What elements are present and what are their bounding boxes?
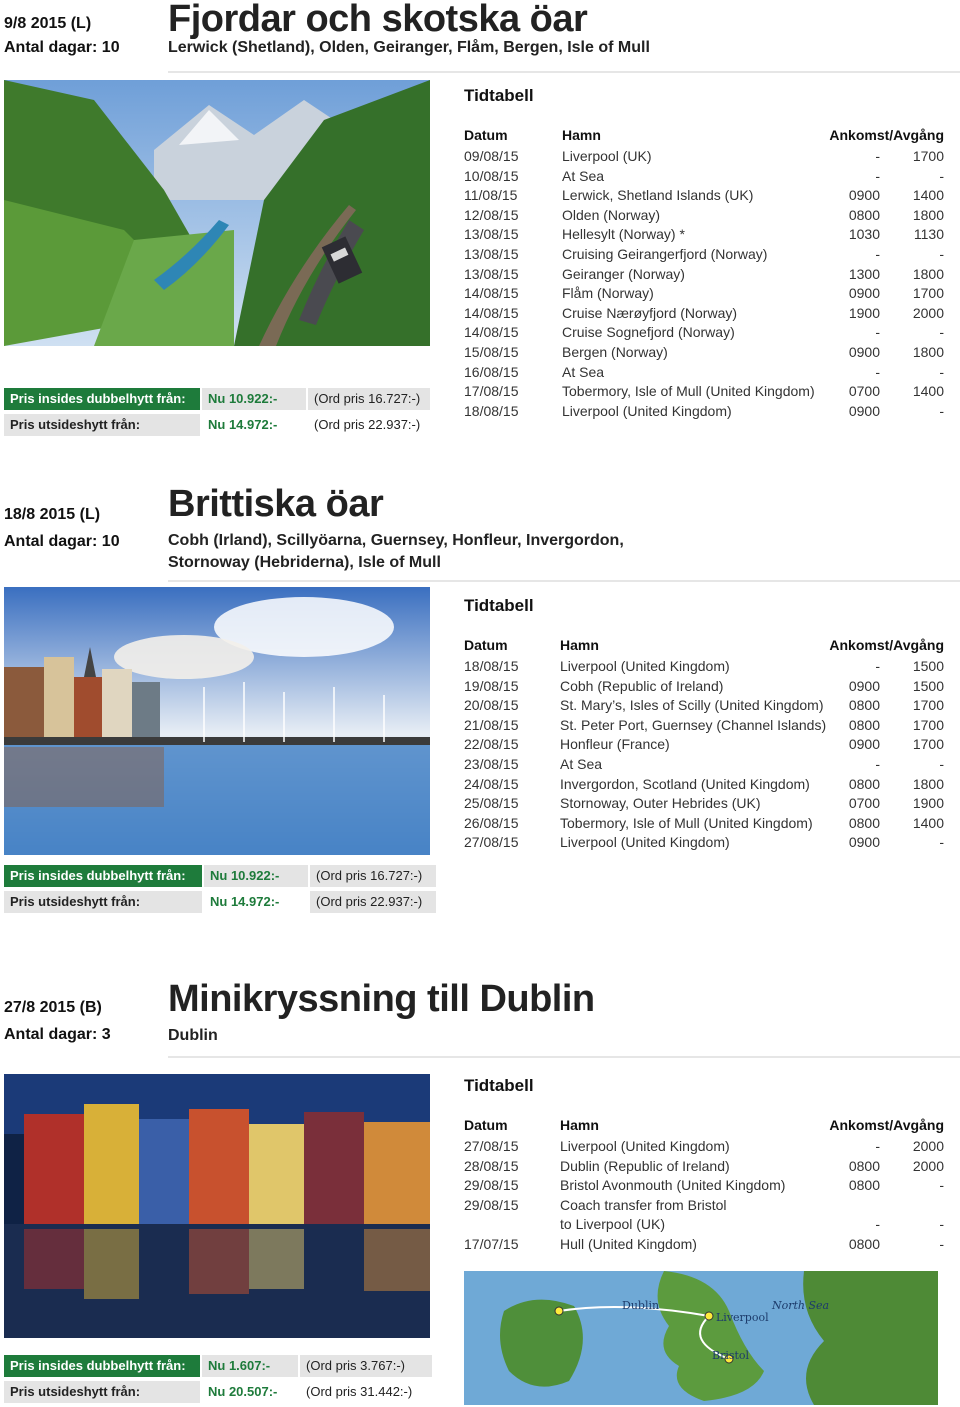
timetable-row <box>464 696 946 716</box>
row-date: 19/08/15 <box>464 677 519 694</box>
row-departure: - <box>939 1236 944 1252</box>
row-port: Cruise Sognefjord (Norway) <box>562 324 735 341</box>
timetable <box>464 596 946 856</box>
row-arrival: 0900 <box>848 285 880 302</box>
cruise-subtitle: Dublin <box>168 1027 218 1044</box>
cruise-days: Antal dagar: 3 <box>4 1026 111 1043</box>
row-date: 14/08/15 <box>464 285 519 302</box>
timetable-row <box>464 206 946 226</box>
row-port: Liverpool (UK) <box>562 148 652 164</box>
timetable-title: Tidtabell <box>464 596 534 615</box>
row-departure: 2000 <box>912 1157 944 1174</box>
timetable-header <box>464 127 946 146</box>
cruise-photo-honfleur-harbour <box>4 587 430 855</box>
row-date: 25/08/15 <box>464 795 519 812</box>
row-arrival: - <box>875 658 880 674</box>
cruise-photo-dublin-evening <box>4 1074 430 1338</box>
row-departure: - <box>939 167 944 184</box>
map-label-bristol: Bristol <box>712 1349 750 1362</box>
row-departure: - <box>939 1177 944 1194</box>
price-label-inside: Pris insides dubbelhytt från: <box>4 388 200 410</box>
timetable-row <box>464 735 946 755</box>
header-time: Ankomst/Avgång <box>829 127 944 143</box>
timetable-row <box>464 677 946 697</box>
timetable-row <box>464 1235 946 1255</box>
row-date: 15/08/15 <box>464 344 519 360</box>
row-date: 13/08/15 <box>464 226 519 243</box>
row-date: 23/08/15 <box>464 756 519 772</box>
price-now-outside: Nu 14.972:- <box>204 891 308 913</box>
row-port: Honfleur (France) <box>560 736 670 753</box>
row-port: At Sea <box>562 363 605 380</box>
row-date: 10/08/15 <box>464 167 519 184</box>
timetable <box>464 1076 946 1256</box>
row-arrival: 0700 <box>848 383 880 400</box>
row-departure: - <box>939 246 944 262</box>
cruise-photo-flam-railway <box>4 80 430 346</box>
cruise-title: Minikryssning till Dublin <box>168 978 595 1020</box>
header-port: Hamn <box>560 637 599 653</box>
row-departure: 1500 <box>912 677 944 694</box>
route-map <box>464 1271 938 1405</box>
price-row-outside <box>4 414 430 436</box>
row-departure: 1900 <box>912 795 944 812</box>
row-arrival: 0900 <box>848 677 880 694</box>
map-label-north-sea: North Sea <box>772 1299 830 1312</box>
row-port: Hellesylt (Norway) * <box>562 226 685 243</box>
price-ord-inside: (Ord pris 16.727:-) <box>310 865 436 887</box>
timetable-header <box>464 637 946 656</box>
price-now-outside: Nu 14.972:- <box>202 414 306 436</box>
map-label-dublin: Dublin <box>622 1299 660 1312</box>
price-row-inside <box>4 388 430 410</box>
timetable-row <box>464 167 946 187</box>
cruise-title: Brittiska öar <box>168 483 384 525</box>
timetable-row <box>464 323 946 343</box>
price-label-outside: Pris utsideshytt från: <box>4 1381 200 1403</box>
price-ord-inside: (Ord pris 3.767:-) <box>300 1355 432 1377</box>
row-date: 27/08/15 <box>464 834 519 851</box>
timetable-header <box>464 1117 946 1136</box>
row-date: 13/08/15 <box>464 265 519 282</box>
row-arrival: 0800 <box>848 1236 880 1252</box>
price-ord-outside: (Ord pris 22.937:-) <box>310 891 436 913</box>
cruise-section-fjords <box>0 0 960 440</box>
timetable-row <box>464 382 946 402</box>
timetable-row <box>464 343 946 363</box>
row-date: 14/08/15 <box>464 324 519 341</box>
row-departure: 1400 <box>912 383 944 400</box>
cruise-section-dublin <box>0 978 960 1407</box>
row-arrival: 0700 <box>848 795 880 812</box>
cruise-date: 18/8 2015 (L) <box>4 506 101 523</box>
price-now-inside: Nu 1.607:- <box>202 1355 298 1377</box>
timetable-row <box>464 794 946 814</box>
divider <box>168 580 960 582</box>
row-port: Coach transfer from Bristol <box>560 1196 727 1213</box>
timetable-row <box>464 225 946 245</box>
row-arrival: 0800 <box>848 697 880 714</box>
timetable <box>464 86 946 426</box>
cruise-title: Fjordar och skotska öar <box>168 0 588 40</box>
timetable-row <box>464 775 946 795</box>
row-arrival: 0900 <box>848 736 880 753</box>
row-port: At Sea <box>560 756 603 772</box>
row-date: 11/08/15 <box>464 187 518 204</box>
cruise-date: 27/8 2015 (B) <box>4 999 102 1016</box>
timetable-row <box>464 186 946 206</box>
timetable-row <box>464 304 946 324</box>
row-arrival: 0800 <box>848 1157 880 1174</box>
row-departure: - <box>939 363 944 380</box>
row-date: 29/08/15 <box>464 1177 519 1194</box>
row-departure: 1700 <box>912 736 944 753</box>
divider <box>168 1056 960 1058</box>
row-arrival: 0900 <box>848 344 880 360</box>
row-port: Tobermory, Isle of Mull (United Kingdom) <box>560 814 813 831</box>
row-arrival: - <box>875 324 880 341</box>
timetable-row <box>464 716 946 736</box>
row-date: 17/08/15 <box>464 383 519 400</box>
row-arrival: - <box>875 756 880 772</box>
row-departure: 1700 <box>912 285 944 302</box>
row-date: 27/08/15 <box>464 1138 519 1154</box>
row-departure: - <box>939 756 944 772</box>
timetable-row <box>464 147 946 167</box>
row-date: 18/08/15 <box>464 402 519 419</box>
row-port: Tobermory, Isle of Mull (United Kingdom) <box>562 383 815 400</box>
cruise-section-british-isles <box>0 485 960 925</box>
timetable-row <box>464 657 946 677</box>
map-label-liverpool: Liverpool <box>716 1311 769 1324</box>
price-row-outside <box>4 1381 432 1403</box>
row-port: At Sea <box>562 167 605 184</box>
row-port: Hull (United Kingdom) <box>560 1236 697 1252</box>
header-date: Datum <box>464 1117 508 1133</box>
row-arrival: - <box>875 148 880 164</box>
row-date: 14/08/15 <box>464 304 519 321</box>
row-departure: 1800 <box>912 265 944 282</box>
row-arrival: 1900 <box>848 304 880 321</box>
cruise-days: Antal dagar: 10 <box>4 533 120 550</box>
row-departure: 1500 <box>912 658 944 674</box>
row-port: Bergen (Norway) <box>562 344 668 360</box>
price-now-inside: Nu 10.922:- <box>204 865 308 887</box>
row-arrival: 0800 <box>848 775 880 792</box>
row-arrival: - <box>875 167 880 184</box>
price-row-inside <box>4 865 436 887</box>
row-arrival: - <box>875 1216 880 1233</box>
cruise-subtitle-line-2: Stornoway (Hebriderna), Isle of Mull <box>168 554 441 571</box>
row-port: Liverpool (United Kingdom) <box>560 834 730 851</box>
row-arrival: 0800 <box>848 1177 880 1194</box>
row-port: Invergordon, Scotland (United Kingdom) <box>560 775 810 792</box>
row-port: Liverpool (United Kingdom) <box>560 1138 730 1154</box>
price-now-inside: Nu 10.922:- <box>202 388 306 410</box>
row-port: Cobh (Republic of Ireland) <box>560 677 724 694</box>
row-arrival: 0900 <box>848 834 880 851</box>
row-port: Liverpool (United Kingdom) <box>560 658 730 674</box>
row-departure: 1700 <box>912 697 944 714</box>
row-departure: - <box>939 834 944 851</box>
row-arrival: 0800 <box>848 206 880 223</box>
row-arrival: 1300 <box>848 265 880 282</box>
row-arrival: 0900 <box>848 402 880 419</box>
row-date: 24/08/15 <box>464 775 519 792</box>
header-time: Ankomst/Avgång <box>829 1117 944 1133</box>
row-departure: 1130 <box>913 226 944 243</box>
timetable-row <box>464 1157 946 1177</box>
row-port: Cruising Geirangerfjord (Norway) <box>562 246 768 262</box>
row-arrival: 0900 <box>848 187 880 204</box>
row-departure: 2000 <box>912 1138 944 1154</box>
row-departure: 1400 <box>912 814 944 831</box>
row-port: Olden (Norway) <box>562 206 661 223</box>
price-label-inside: Pris insides dubbelhytt från: <box>4 865 202 887</box>
header-time: Ankomst/Avgång <box>829 637 944 653</box>
header-date: Datum <box>464 127 508 143</box>
timetable-row <box>464 1215 946 1235</box>
row-departure: - <box>939 324 944 341</box>
row-port: St. Mary’s, Isles of Scilly (United Kingdom) <box>560 697 824 714</box>
timetable-row <box>464 833 946 853</box>
row-port: Stornoway, Outer Hebrides (UK) <box>560 795 761 812</box>
row-arrival: 0800 <box>848 716 880 733</box>
timetable-row <box>464 363 946 383</box>
timetable-row <box>464 755 946 775</box>
row-date: 22/08/15 <box>464 736 519 753</box>
header-date: Datum <box>464 637 508 653</box>
row-port: Flåm (Norway) <box>562 285 654 302</box>
row-departure: 1800 <box>912 344 944 360</box>
divider <box>168 71 960 73</box>
row-date: 16/08/15 <box>464 363 519 380</box>
row-departure: 1700 <box>912 148 944 164</box>
row-date: 13/08/15 <box>464 246 519 262</box>
header-port: Hamn <box>560 1117 599 1133</box>
row-departure: 1700 <box>912 716 944 733</box>
cruise-subtitle: Lerwick (Shetland), Olden, Geiranger, Flåm, Bergen, Isle of Mull <box>168 39 650 56</box>
row-arrival: 1030 <box>848 226 880 243</box>
row-date: 21/08/15 <box>464 716 519 733</box>
timetable-row <box>464 814 946 834</box>
timetable-row <box>464 1176 946 1196</box>
row-date: 17/07/15 <box>464 1236 519 1252</box>
row-port: Geiranger (Norway) <box>562 265 685 282</box>
timetable-row <box>464 1137 946 1157</box>
timetable-row <box>464 265 946 285</box>
row-arrival: - <box>875 1138 880 1154</box>
price-label-outside: Pris utsideshytt från: <box>4 891 202 913</box>
cruise-subtitle-line-1: Cobh (Irland), Scillyöarna, Guernsey, Honfleur, Invergordon, <box>168 532 624 549</box>
row-departure: 2000 <box>912 304 944 321</box>
row-departure: - <box>939 1216 944 1233</box>
cruise-date: 9/8 2015 (L) <box>4 15 92 32</box>
row-date: 26/08/15 <box>464 814 519 831</box>
row-date: 09/08/15 <box>464 148 519 164</box>
row-arrival: 0800 <box>848 814 880 831</box>
row-port: Lerwick, Shetland Islands (UK) <box>562 187 754 204</box>
row-port: to Liverpool (UK) <box>560 1216 666 1233</box>
price-ord-inside: (Ord pris 16.727:-) <box>308 388 430 410</box>
row-port: Dublin (Republic of Ireland) <box>560 1157 730 1174</box>
cruise-days: Antal dagar: 10 <box>4 39 120 56</box>
row-departure: - <box>939 402 944 419</box>
price-now-outside: Nu 20.507:- <box>202 1381 298 1403</box>
row-departure: 1800 <box>912 775 944 792</box>
row-port: St. Peter Port, Guernsey (Channel Islands) <box>560 716 827 733</box>
price-label-inside: Pris insides dubbelhytt från: <box>4 1355 200 1377</box>
price-ord-outside: (Ord pris 31.442:-) <box>300 1381 432 1403</box>
timetable-row <box>464 402 946 422</box>
header-port: Hamn <box>562 127 601 143</box>
price-row-outside <box>4 891 436 913</box>
row-date: 29/08/15 <box>464 1196 519 1213</box>
price-ord-outside: (Ord pris 22.937:-) <box>308 414 430 436</box>
timetable-title: Tidtabell <box>464 86 534 105</box>
row-port: Liverpool (United Kingdom) <box>562 402 732 419</box>
price-row-inside <box>4 1355 432 1377</box>
row-arrival: - <box>875 363 880 380</box>
row-date: 28/08/15 <box>464 1157 519 1174</box>
row-date: 12/08/15 <box>464 206 519 223</box>
row-departure: 1400 <box>912 187 944 204</box>
timetable-row <box>464 245 946 265</box>
timetable-title: Tidtabell <box>464 1076 534 1095</box>
price-label-outside: Pris utsideshytt från: <box>4 414 200 436</box>
row-port: Bristol Avonmouth (United Kingdom) <box>560 1177 786 1194</box>
timetable-row <box>464 284 946 304</box>
row-arrival: - <box>875 246 880 262</box>
row-date: 18/08/15 <box>464 658 519 674</box>
row-departure: 1800 <box>912 206 944 223</box>
timetable-row <box>464 1196 946 1216</box>
row-port: Cruise Nærøyfjord (Norway) <box>562 304 738 321</box>
row-date: 20/08/15 <box>464 697 519 714</box>
